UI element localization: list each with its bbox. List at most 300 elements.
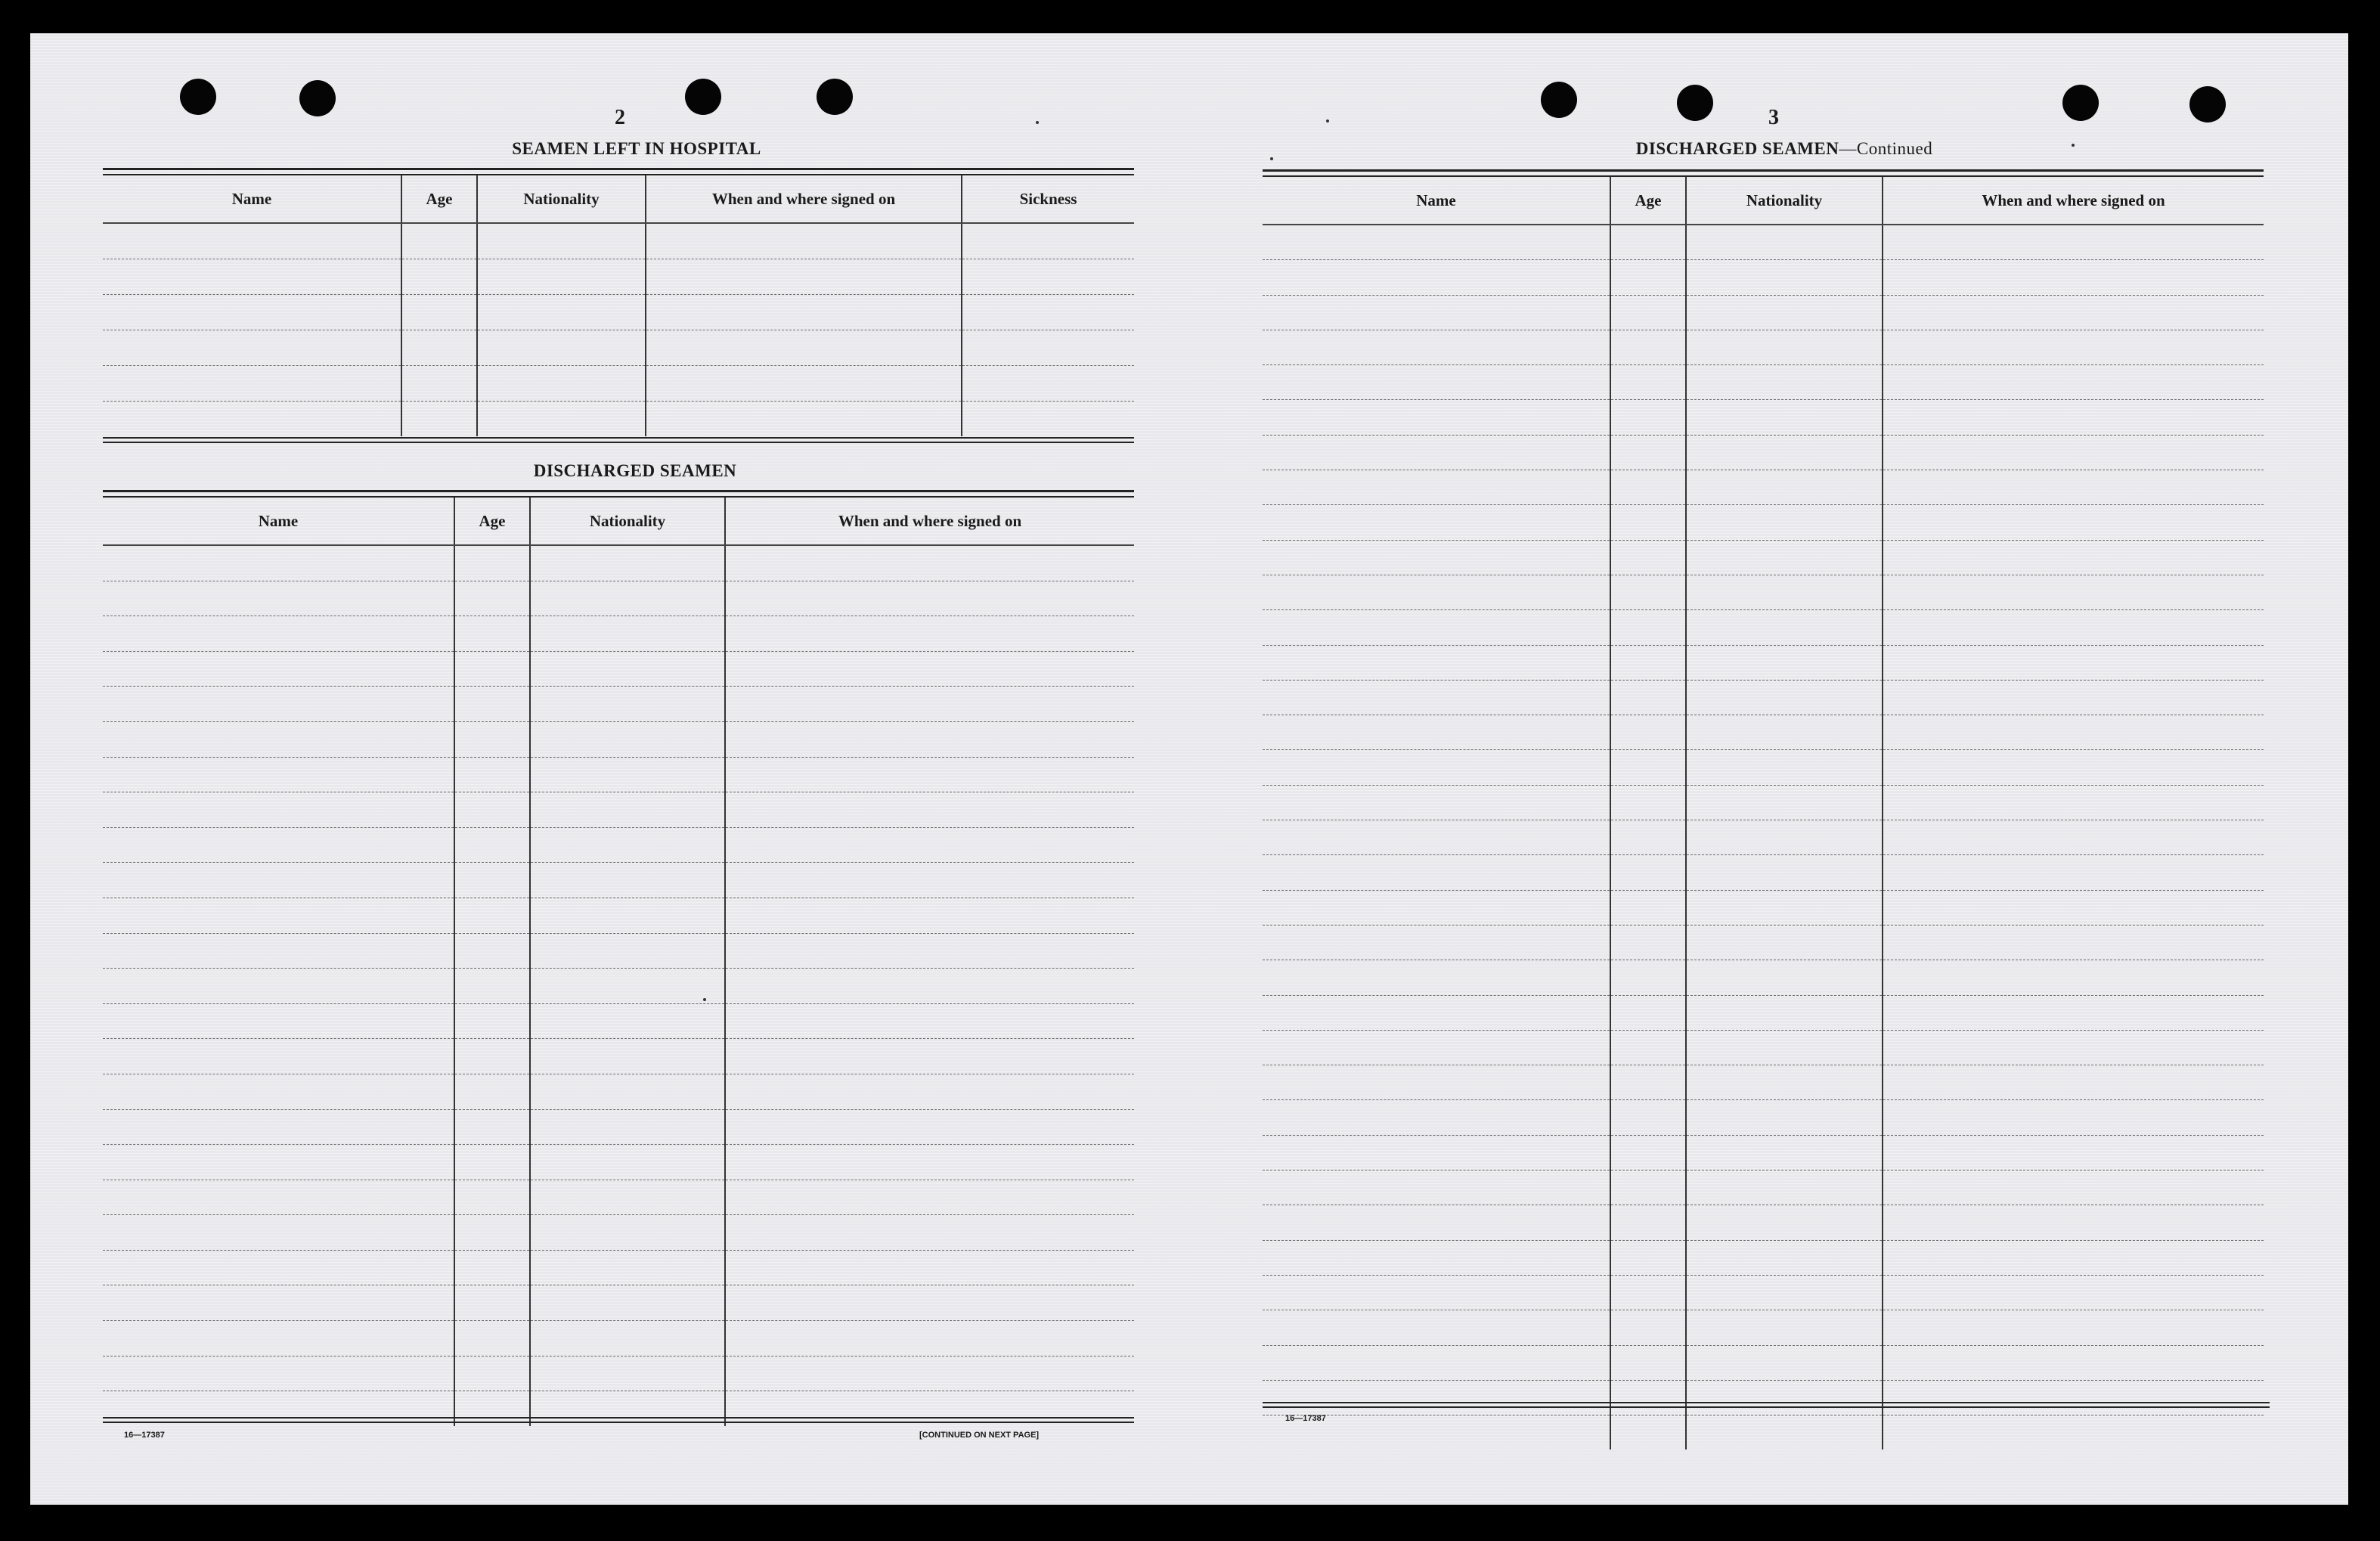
column-header-age: Age (454, 498, 530, 545)
blank-cell (1883, 1065, 2264, 1100)
blank-cell (103, 1180, 454, 1215)
blank-cell (1883, 435, 2264, 470)
blank-entry-row (103, 898, 1134, 933)
blank-cell (454, 1356, 530, 1391)
blank-cell (477, 330, 646, 366)
blank-cell (530, 687, 725, 722)
header-rule (1263, 169, 2264, 172)
column-header-signed-on: When and where signed on (725, 498, 1134, 545)
blank-cell (1686, 295, 1883, 330)
blank-cell (1263, 925, 1610, 960)
blank-entry-row (1263, 1135, 2264, 1170)
blank-cell (477, 402, 646, 437)
column-header-name: Name (103, 498, 454, 545)
blank-cell (1263, 1380, 1610, 1415)
blank-cell (1686, 610, 1883, 645)
blank-cell (1263, 540, 1610, 575)
page-number-left: 2 (615, 106, 625, 129)
blank-cell (401, 295, 477, 330)
blank-cell (1686, 1240, 1883, 1275)
blank-cell (1610, 925, 1686, 960)
blank-cell (530, 863, 725, 898)
blank-cell (725, 898, 1134, 933)
blank-cell (1686, 505, 1883, 540)
blank-cell (401, 330, 477, 366)
blank-entry-row (1263, 470, 2264, 505)
blank-entry-row (1263, 750, 2264, 785)
blank-cell (1686, 995, 1883, 1030)
blank-cell (454, 757, 530, 792)
section-title-discharged: DISCHARGED SEAMEN (533, 461, 737, 480)
blank-cell (401, 223, 477, 259)
blank-cell (103, 1321, 454, 1357)
blank-cell (1263, 820, 1610, 855)
blank-cell (1883, 1030, 2264, 1065)
blank-cell (1883, 1275, 2264, 1310)
column-header-nationality: Nationality (477, 175, 646, 223)
blank-cell (454, 616, 530, 652)
blank-cell (1610, 890, 1686, 925)
blank-cell (103, 545, 454, 581)
blank-entry-row (103, 1321, 1134, 1357)
blank-cell (725, 827, 1134, 863)
blank-cell (103, 1215, 454, 1251)
blank-entry-row (103, 969, 1134, 1004)
blank-entry-row (103, 1285, 1134, 1321)
punch-hole (2062, 85, 2099, 121)
blank-cell (1610, 295, 1686, 330)
blank-cell (1686, 785, 1883, 820)
blank-cell (1883, 785, 2264, 820)
column-header-signed-on: When and where signed on (646, 175, 962, 223)
blank-cell (1610, 330, 1686, 364)
blank-cell (454, 933, 530, 969)
blank-cell (1883, 890, 2264, 925)
blank-cell (454, 1003, 530, 1039)
blank-entry-row (103, 1215, 1134, 1251)
blank-cell (1883, 855, 2264, 890)
blank-cell (725, 1285, 1134, 1321)
blank-cell (530, 969, 725, 1004)
blank-cell (1883, 225, 2264, 260)
blank-cell (1263, 855, 1610, 890)
blank-cell (1883, 1310, 2264, 1345)
blank-cell (962, 295, 1134, 330)
blank-cell (103, 1074, 454, 1109)
blank-cell (1883, 715, 2264, 750)
title-suffix: —Continued (1839, 139, 1933, 158)
blank-cell (1263, 400, 1610, 435)
blank-cell (1610, 1240, 1686, 1275)
blank-entry-row (1263, 435, 2264, 470)
blank-cell (1686, 890, 1883, 925)
blank-cell (1686, 1100, 1883, 1135)
blank-cell (1686, 330, 1883, 364)
column-header-nationality: Nationality (1686, 177, 1883, 225)
blank-cell (1263, 1275, 1610, 1310)
blank-cell (103, 581, 454, 616)
blank-cell (725, 1356, 1134, 1391)
section-title-hospital: SEAMEN LEFT IN HOSPITAL (512, 139, 761, 158)
blank-cell (454, 863, 530, 898)
speck (1036, 121, 1039, 124)
blank-cell (103, 721, 454, 757)
blank-cell (1610, 1345, 1686, 1380)
blank-cell (103, 1109, 454, 1145)
blank-cell (454, 1109, 530, 1145)
hospital-table-body (103, 223, 1134, 436)
blank-cell (1686, 1275, 1883, 1310)
blank-entry-row (1263, 330, 2264, 364)
blank-entry-row (1263, 610, 2264, 645)
blank-cell (454, 1039, 530, 1074)
blank-cell (1883, 1205, 2264, 1240)
blank-cell (1883, 750, 2264, 785)
blank-cell (103, 933, 454, 969)
punch-hole (685, 79, 721, 115)
blank-cell (1263, 1345, 1610, 1380)
blank-cell (454, 651, 530, 687)
blank-cell (103, 1039, 454, 1074)
blank-cell (1883, 365, 2264, 400)
blank-cell (1686, 1135, 1883, 1170)
blank-entry-row (103, 545, 1134, 581)
punch-hole (2189, 86, 2226, 122)
blank-cell (1263, 505, 1610, 540)
blank-cell (725, 1145, 1134, 1180)
discharged-continued-table (1263, 177, 2264, 1450)
blank-cell (725, 1074, 1134, 1109)
blank-cell (477, 223, 646, 259)
blank-cell (1610, 1380, 1686, 1415)
blank-cell (1610, 505, 1686, 540)
blank-cell (1883, 925, 2264, 960)
blank-cell (1883, 1345, 2264, 1380)
blank-cell (725, 616, 1134, 652)
blank-cell (1883, 995, 2264, 1030)
blank-cell (1263, 330, 1610, 364)
blank-cell (103, 1145, 454, 1180)
blank-cell (1263, 995, 1610, 1030)
blank-entry-row (1263, 820, 2264, 855)
header-rule (103, 490, 1134, 492)
blank-cell (1610, 1415, 1686, 1450)
blank-cell (1610, 1065, 1686, 1100)
blank-entry-row (103, 581, 1134, 616)
blank-cell (1610, 400, 1686, 435)
blank-cell (1610, 785, 1686, 820)
blank-entry-row (103, 792, 1134, 828)
punch-hole (1541, 82, 1577, 118)
blank-cell (1263, 960, 1610, 995)
blank-cell (1686, 960, 1883, 995)
blank-entry-row (103, 616, 1134, 652)
blank-cell (103, 969, 454, 1004)
blank-cell (454, 898, 530, 933)
blank-cell (1686, 680, 1883, 715)
blank-cell (530, 721, 725, 757)
blank-cell (477, 366, 646, 402)
punch-hole (817, 79, 853, 115)
blank-cell (1686, 715, 1883, 750)
blank-entry-row (1263, 1415, 2264, 1450)
blank-cell (725, 1321, 1134, 1357)
blank-cell (454, 1145, 530, 1180)
blank-entry-row (103, 330, 1134, 366)
section-end-rule (103, 1417, 1134, 1423)
blank-cell (530, 1356, 725, 1391)
column-header-age: Age (401, 175, 477, 223)
blank-cell (1610, 260, 1686, 295)
blank-cell (962, 330, 1134, 366)
punch-hole (299, 80, 336, 116)
blank-entry-row (1263, 1345, 2264, 1380)
blank-cell (103, 687, 454, 722)
blank-cell (454, 792, 530, 828)
blank-cell (530, 1145, 725, 1180)
blank-cell (725, 721, 1134, 757)
blank-cell (1263, 1310, 1610, 1345)
hospital-table (103, 175, 1134, 436)
blank-entry-row (1263, 505, 2264, 540)
speck (1270, 157, 1273, 160)
form-number-left: 16—17387 (124, 1431, 165, 1440)
blank-cell (1686, 435, 1883, 470)
blank-cell (1686, 645, 1883, 680)
blank-cell (1263, 1170, 1610, 1205)
blank-entry-row (103, 1250, 1134, 1285)
blank-cell (1883, 610, 2264, 645)
blank-cell (454, 545, 530, 581)
blank-cell (530, 1285, 725, 1321)
punch-hole (1677, 85, 1713, 121)
blank-cell (454, 581, 530, 616)
blank-cell (646, 259, 962, 295)
blank-cell (1686, 925, 1883, 960)
blank-cell (725, 1039, 1134, 1074)
blank-cell (454, 1321, 530, 1357)
blank-entry-row (1263, 715, 2264, 750)
blank-cell (646, 366, 962, 402)
blank-cell (103, 1356, 454, 1391)
blank-entry-row (1263, 400, 2264, 435)
column-header-signed-on: When and where signed on (1883, 177, 2264, 225)
blank-entry-row (1263, 1170, 2264, 1205)
blank-entry-row (1263, 540, 2264, 575)
blank-cell (401, 259, 477, 295)
blank-cell (530, 792, 725, 828)
blank-entry-row (103, 1356, 1134, 1391)
blank-cell (1610, 540, 1686, 575)
blank-entry-row (103, 1074, 1134, 1109)
blank-cell (1610, 1100, 1686, 1135)
blank-cell (1610, 680, 1686, 715)
blank-cell (401, 402, 477, 437)
blank-cell (725, 792, 1134, 828)
speck (2072, 144, 2075, 147)
blank-cell (103, 402, 401, 437)
blank-cell (1263, 225, 1610, 260)
blank-cell (103, 616, 454, 652)
blank-cell (103, 1003, 454, 1039)
blank-cell (1883, 400, 2264, 435)
blank-entry-row (1263, 645, 2264, 680)
blank-entry-row (1263, 1380, 2264, 1415)
blank-entry-row (103, 366, 1134, 402)
blank-cell (1883, 505, 2264, 540)
blank-cell (1686, 1065, 1883, 1100)
blank-cell (1610, 1310, 1686, 1345)
blank-cell (725, 1215, 1134, 1251)
blank-cell (454, 1074, 530, 1109)
blank-entry-row (1263, 1100, 2264, 1135)
blank-entry-row (103, 863, 1134, 898)
blank-cell (103, 757, 454, 792)
blank-entry-row (1263, 1240, 2264, 1275)
blank-entry-row (103, 259, 1134, 295)
blank-entry-row (1263, 1205, 2264, 1240)
blank-cell (1686, 1415, 1883, 1450)
blank-cell (1883, 820, 2264, 855)
blank-cell (1686, 750, 1883, 785)
blank-cell (1883, 330, 2264, 364)
blank-cell (1263, 1135, 1610, 1170)
blank-entry-row (103, 295, 1134, 330)
blank-cell (1263, 295, 1610, 330)
blank-cell (401, 366, 477, 402)
blank-cell (530, 1180, 725, 1215)
blank-cell (725, 581, 1134, 616)
blank-cell (1610, 820, 1686, 855)
blank-cell (530, 1215, 725, 1251)
blank-entry-row (1263, 995, 2264, 1030)
blank-cell (725, 1250, 1134, 1285)
title-main: DISCHARGED SEAMEN (1635, 139, 1839, 158)
blank-entry-row (103, 687, 1134, 722)
blank-cell (1263, 260, 1610, 295)
blank-cell (454, 1215, 530, 1251)
blank-cell (725, 933, 1134, 969)
blank-entry-row (103, 1180, 1134, 1215)
blank-cell (1263, 1065, 1610, 1100)
header-rule (103, 168, 1134, 170)
blank-cell (530, 1321, 725, 1357)
blank-cell (1610, 960, 1686, 995)
blank-cell (1263, 785, 1610, 820)
blank-cell (1263, 365, 1610, 400)
blank-cell (1263, 750, 1610, 785)
blank-cell (103, 259, 401, 295)
blank-entry-row (1263, 225, 2264, 260)
discharged-table-body (103, 545, 1134, 1426)
column-header-sickness: Sickness (962, 175, 1134, 223)
blank-cell (1883, 1415, 2264, 1450)
blank-cell (1686, 365, 1883, 400)
blank-cell (454, 1250, 530, 1285)
blank-cell (1686, 470, 1883, 505)
blank-cell (1686, 225, 1883, 260)
blank-cell (725, 687, 1134, 722)
blank-cell (1610, 365, 1686, 400)
blank-cell (530, 827, 725, 863)
blank-cell (1610, 470, 1686, 505)
blank-cell (530, 933, 725, 969)
blank-cell (1263, 1205, 1610, 1240)
blank-entry-row (103, 651, 1134, 687)
blank-cell (103, 651, 454, 687)
blank-cell (1610, 750, 1686, 785)
blank-cell (725, 1003, 1134, 1039)
blank-cell (725, 1180, 1134, 1215)
blank-cell (103, 827, 454, 863)
blank-cell (530, 1039, 725, 1074)
blank-entry-row (1263, 365, 2264, 400)
blank-cell (1883, 1380, 2264, 1415)
blank-cell (454, 827, 530, 863)
blank-cell (962, 366, 1134, 402)
blank-cell (1263, 1030, 1610, 1065)
blank-cell (530, 616, 725, 652)
blank-cell (454, 1285, 530, 1321)
form-sheet (30, 33, 2348, 1505)
blank-cell (103, 330, 401, 366)
blank-cell (530, 581, 725, 616)
blank-entry-row (103, 1003, 1134, 1039)
blank-cell (1883, 1240, 2264, 1275)
blank-cell (646, 223, 962, 259)
blank-cell (1686, 260, 1883, 295)
blank-cell (1610, 1030, 1686, 1065)
section-title-discharged-continued (1542, 139, 2026, 159)
blank-cell (530, 1074, 725, 1109)
section-end-rule (103, 437, 1134, 443)
blank-entry-row (103, 757, 1134, 792)
blank-cell (1263, 680, 1610, 715)
blank-entry-row (103, 1145, 1134, 1180)
blank-cell (1686, 400, 1883, 435)
blank-cell (1610, 1135, 1686, 1170)
blank-cell (1686, 1310, 1883, 1345)
blank-cell (103, 792, 454, 828)
blank-cell (1263, 645, 1610, 680)
blank-cell (1883, 470, 2264, 505)
blank-cell (1610, 575, 1686, 609)
column-header-name: Name (103, 175, 401, 223)
blank-entry-row (103, 1039, 1134, 1074)
blank-cell (1263, 470, 1610, 505)
blank-entry-row (1263, 960, 2264, 995)
blank-cell (1263, 435, 1610, 470)
blank-entry-row (103, 1109, 1134, 1145)
blank-cell (962, 223, 1134, 259)
blank-cell (1610, 1275, 1686, 1310)
blank-cell (1883, 645, 2264, 680)
blank-cell (530, 757, 725, 792)
blank-cell (1686, 540, 1883, 575)
blank-entry-row (1263, 575, 2264, 609)
column-header-name: Name (1263, 177, 1610, 225)
blank-cell (1610, 855, 1686, 890)
blank-cell (103, 295, 401, 330)
blank-cell (1263, 890, 1610, 925)
blank-entry-row (103, 933, 1134, 969)
blank-cell (103, 863, 454, 898)
blank-entry-row (1263, 1310, 2264, 1345)
punch-hole (180, 79, 216, 115)
blank-cell (1686, 1030, 1883, 1065)
blank-entry-row (103, 223, 1134, 259)
blank-cell (1686, 855, 1883, 890)
